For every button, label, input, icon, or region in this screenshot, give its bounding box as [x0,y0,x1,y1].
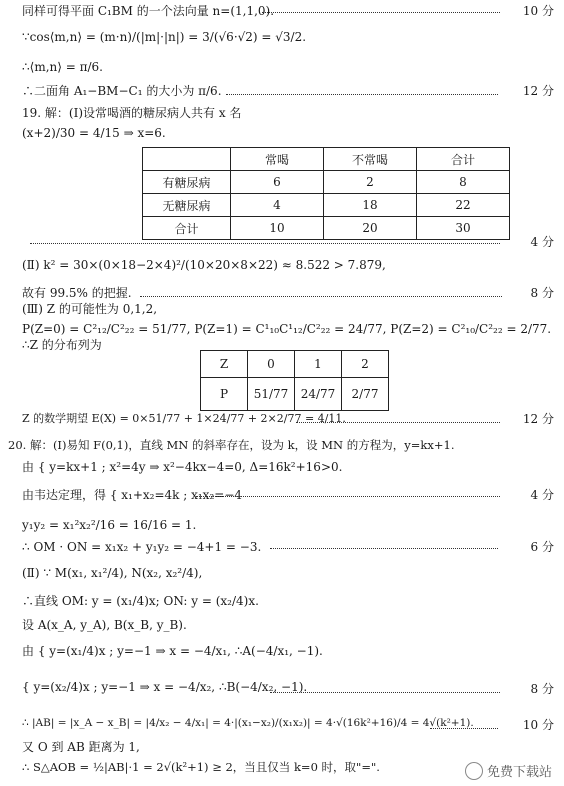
table-cell: 不常喝 [324,148,417,171]
table-cell: 51/77 [248,378,295,411]
dot-leader [430,728,498,729]
text-line: 同样可得平面 C₁BM 的一个法向量 n=(1,1,0). [22,4,275,18]
table-row [143,194,510,217]
text-line: ∴⟨m,n⟩ = π/6. [22,60,103,74]
dot-leader [30,243,500,244]
table-cell: 0 [248,351,295,378]
text-line: y₁y₂ = x₁²x₂²/16 = 16/16 = 1. [22,518,197,532]
text-line: 由 { y=(x₁/4)x ; y=−1 ⇒ x = −4/x₁, ∴A(−4/x₁, −1). [22,644,323,658]
text-line: (Ⅱ) ∵ M(x₁, x₁²/4), N(x₂, x₂²/4), [22,566,203,580]
watermark [465,761,552,780]
score-label: 10 分 [522,718,554,732]
score-label: 12 分 [522,412,554,426]
score-label: 12 分 [522,84,554,98]
dot-leader [226,94,498,95]
table-cell: 常喝 [231,148,324,171]
table-cell: 20 [324,217,417,240]
table-cell: 6 [231,171,324,194]
table-cell: 18 [324,194,417,217]
dot-leader [262,12,500,13]
table-cell: 10 [231,217,324,240]
text-line: 设 A(x_A, y_A), B(x_B, y_B). [22,618,187,632]
score-label: 6 分 [530,540,554,554]
table-cell [143,148,231,171]
table-header-row [143,148,510,171]
text-line: (Ⅲ) Z 的可能性为 0,1,2, [22,302,158,316]
table-cell: 2 [342,351,389,378]
table-header-row [201,351,389,378]
score-label: 8 分 [530,286,554,300]
table-cell: 无糖尿病 [143,194,231,217]
text-line: ∴二面角 A₁−BM−C₁ 的大小为 π/6. [22,84,222,98]
text-line: 由韦达定理，得 { x₁+x₂=4k ; x₁x₂=−4 [22,488,243,502]
score-label: 4 分 [530,235,554,249]
text-line: ∴直线 OM: y = (x₁/4)x; ON: y = (x₂/4)x. [22,594,259,608]
watermark-text: 免费下载站 [486,765,552,780]
text-line: ∴ |AB| = |x_A − x_B| = |4/x₂ − 4/x₁| = 4·|(x₁−x₂)/(x₁x₂)| = 4·√(16k²+16)/4 = 4√(k²+1). [22,717,474,729]
score-label: 8 分 [530,682,554,696]
dot-leader [270,548,498,549]
wechat-icon [465,762,483,780]
text-line: P(Z=0) = C²₁₂/C²₂₂ = 51/77, P(Z=1) = C¹₁₀C¹₁₂/C²₂₂ = 24/77, P(Z=2) = C²₁₀/C²₂₂ = 2/77. [22,322,552,336]
dot-leader [270,692,500,693]
table-cell: 1 [295,351,342,378]
table-cell: 合计 [417,148,510,171]
score-label: 4 分 [530,488,554,502]
distribution-table [200,350,389,411]
table-cell: 2 [324,171,417,194]
table-row [143,217,510,240]
table-row [201,378,389,411]
table-cell: 2/77 [342,378,389,411]
table-row [143,171,510,194]
text-line: ∴Z 的分布列为 [22,338,102,352]
text-line: (x+2)/30 = 4/15 ⇒ x=6. [22,126,166,140]
text-line: ∴ S△AOB = ½|AB|·1 = 2√(k²+1) ≥ 2，当且仅当 k=0 时，取"=". [22,760,380,774]
table-cell: 30 [417,217,510,240]
text-line: ∴ OM · ON = x₁x₂ + y₁y₂ = −4+1 = −3. [22,540,262,554]
text-line: { y=(x₂/4)x ; y=−1 ⇒ x = −4/x₂, ∴B(−4/x₂, −1). [22,680,308,694]
dot-leader [196,496,500,497]
text-line: 又 O 到 AB 距离为 1, [22,740,140,754]
text-line: ∵cos⟨m,n⟩ = (m·n)/(|m|·|n|) = 3/(√6·√2) = √3/2. [22,30,307,44]
text-line: 由 { y=kx+1 ; x²=4y ⇒ x²−4kx−4=0, Δ=16k²+16>0. [22,460,343,474]
table-cell: 4 [231,194,324,217]
dot-leader [140,296,502,297]
text-line: Z 的数学期望 E(X) = 0×51/77 + 1×24/77 + 2×2/77 = 4/11. [22,412,346,425]
question-heading: 20. 解：(Ⅰ)易知 F(0,1)，直线 MN 的斜率存在，设为 k，设 MN 的方程为，y=kx+1. [8,438,455,452]
contingency-table [142,147,510,240]
text-line: (Ⅱ) k² = 30×(0×18−2×4)²/(10×20×8×22) ≈ 8.522 > 7.879, [22,258,386,272]
table-cell: 8 [417,171,510,194]
table-cell: 22 [417,194,510,217]
dot-leader [296,422,500,423]
table-cell: P [201,378,248,411]
score-label: 10 分 [522,4,554,18]
table-cell: 合计 [143,217,231,240]
text-line: 故有 99.5% 的把握. [22,286,132,300]
table-cell: 有糖尿病 [143,171,231,194]
table-cell: Z [201,351,248,378]
table-cell: 24/77 [295,378,342,411]
question-heading: 19. 解：(Ⅰ)设常喝酒的糖尿病人共有 x 名 [22,106,242,120]
